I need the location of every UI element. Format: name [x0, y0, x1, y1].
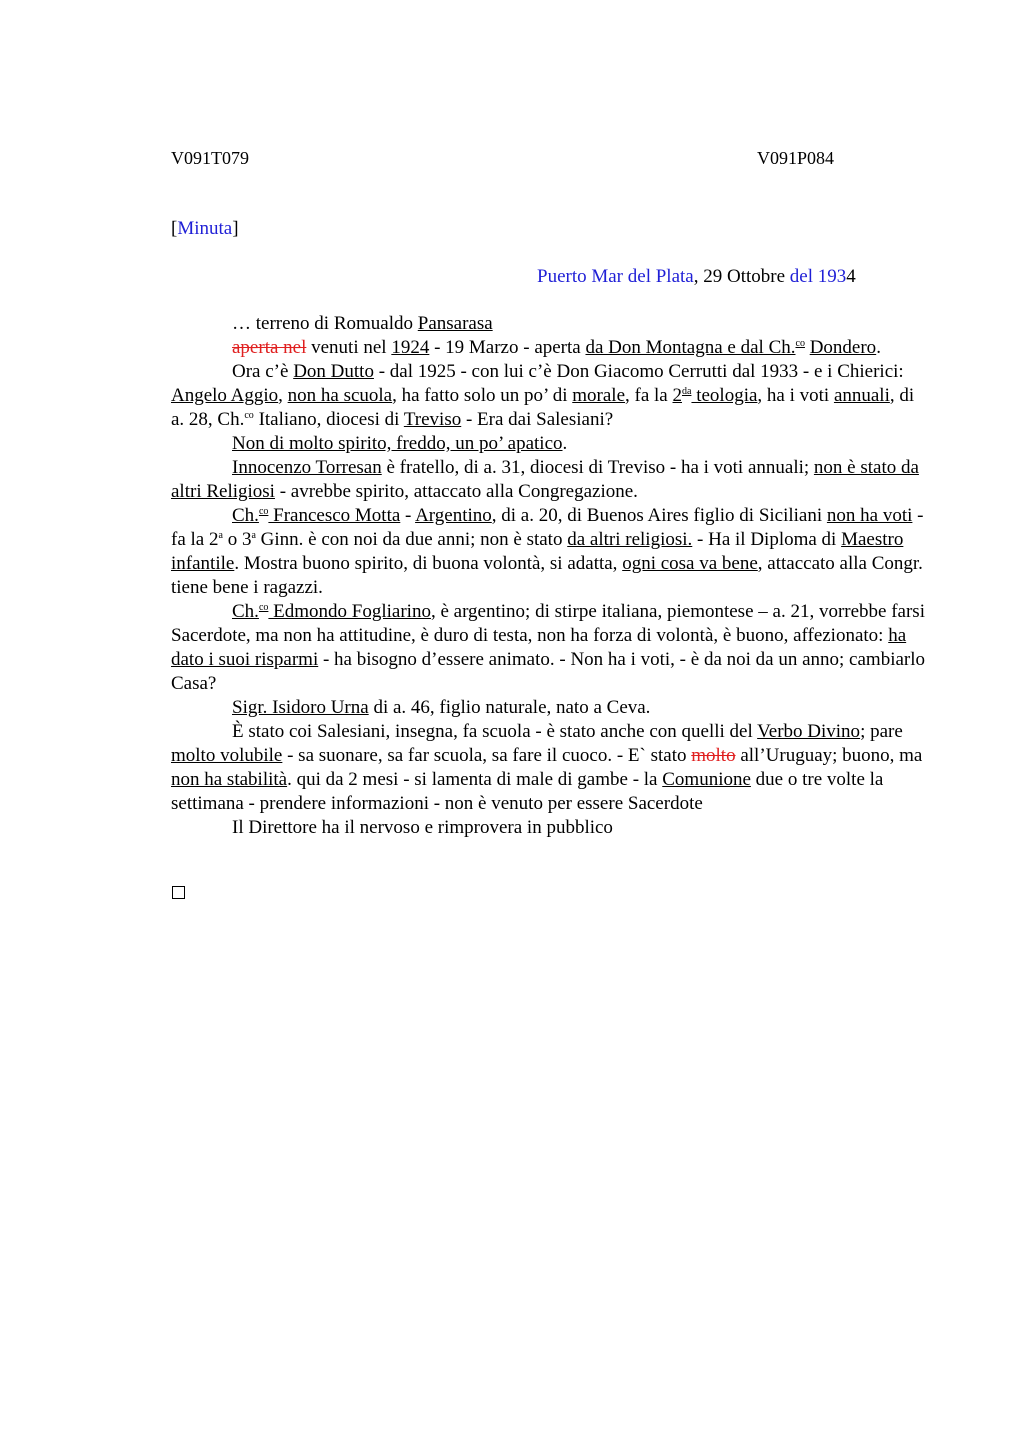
paragraph-4	[171, 432, 927, 456]
superscript: da	[682, 386, 692, 397]
underlined-text: Non di molto spirito, freddo, un po’ apatico	[232, 433, 563, 454]
underlined-text: Maestro infantile	[171, 529, 904, 574]
text: è fratello, di a. 31, diocesi di Treviso - ha i voti annuali;	[381, 457, 814, 478]
superscript: co	[258, 506, 269, 517]
text: - 19 Marzo - aperta	[429, 337, 586, 358]
underlined-text: non ha stabilità	[171, 769, 288, 790]
text: . qui da 2 mesi - si lamenta di male di gambe - la	[287, 769, 663, 790]
text: Italiano, diocesi di	[253, 409, 404, 430]
text: … terreno di Romualdo	[232, 313, 418, 334]
text: Ginn. è con noi da due anni; non è stato	[255, 529, 568, 550]
text: venuti nel	[306, 337, 392, 358]
paragraph-5	[171, 456, 927, 504]
bracket-open: [	[171, 218, 178, 239]
paragraph-10	[171, 816, 927, 840]
paragraph-6	[171, 504, 927, 600]
underlined-text: Comunione	[662, 769, 751, 790]
superscript: a	[218, 530, 223, 541]
text: , di a. 28, Ch.	[171, 385, 915, 430]
struck-text: aperta nel	[232, 337, 307, 358]
underlined-text: non è stato da altri Religiosi	[171, 457, 919, 502]
paragraph-7	[171, 600, 927, 696]
paragraph-1	[171, 312, 927, 336]
underlined-text: Don Dutto	[293, 361, 374, 382]
document-code-left: V091T079	[171, 148, 249, 168]
underlined-text: 1924	[391, 337, 430, 358]
superscript: co	[244, 410, 254, 421]
underlined-text: Francesco Motta	[268, 505, 401, 526]
text: - dal 1925 - con lui c’è Don Giacomo Cerrutti dal 1933 - e i Chierici:	[373, 361, 904, 382]
text: - Era dai Salesiani?	[461, 409, 614, 430]
text: o 3	[222, 529, 252, 550]
document-body	[171, 312, 927, 840]
text: due o tre volte la settimana - prendere informazioni - non è venuto per essere Sacerdote	[171, 769, 884, 814]
document-code-right: V091P084	[757, 148, 835, 168]
dateline-year-blue: 193	[817, 266, 847, 287]
struck-text: molto	[691, 745, 736, 766]
dateline-del: del	[789, 266, 813, 287]
underlined-text: ogni cosa va bene	[622, 553, 758, 574]
underlined-text: Ch.	[232, 601, 259, 622]
minuta-label	[171, 218, 239, 240]
dateline-year-end: 4	[846, 266, 856, 287]
superscript: co	[795, 338, 805, 349]
underlined-text: Argentino	[415, 505, 492, 526]
text: - ha bisogno d’essere animato. - Non ha i voti, - è da noi da un anno; cambiarlo Casa?	[171, 649, 926, 694]
text: , fa la	[625, 385, 673, 406]
text: - sa suonare, sa far scuola, sa fare il cuoco. - E` stato	[282, 745, 692, 766]
text: , ha i voti	[757, 385, 834, 406]
underlined-text: ha dato i suoi risparmi	[171, 625, 907, 670]
paragraph-3	[171, 360, 927, 432]
text: . Mostra buono spirito, di buona volontà, si adatta,	[234, 553, 623, 574]
underlined-text: Dondero	[809, 337, 877, 358]
underlined-text: morale	[572, 385, 626, 406]
underlined-text: da Don Montagna e dal Ch.	[585, 337, 796, 358]
underlined-text: Ch.	[232, 505, 259, 526]
text: Il Direttore ha il nervoso e rimprovera in pubblico	[232, 817, 613, 838]
paragraph-2	[171, 336, 927, 360]
text: .	[876, 337, 881, 358]
dateline-date: , 29 Ottobre	[693, 266, 790, 287]
underlined-text: da altri religiosi.	[567, 529, 693, 550]
text: , di a. 20, di Buenos Aires figlio di Siciliani	[491, 505, 827, 526]
underlined-text: Angelo Aggio	[171, 385, 279, 406]
paragraph-8	[171, 696, 927, 720]
end-marker-box-icon	[172, 886, 185, 899]
underlined-text: non ha scuola	[287, 385, 393, 406]
underlined-text: Verbo Divino	[757, 721, 861, 742]
dateline-place: Puerto Mar del Plata	[537, 266, 694, 287]
text: all’Uruguay; buono, ma	[735, 745, 923, 766]
text: È stato coi Salesiani, insegna, fa scuola - è stato anche con quelli del	[232, 721, 758, 742]
text: , è argentino; di stirpe italiana, piemontese – a. 21, vorrebbe farsi Sacerdote, ma non ha attitudine, è duro di testa, non ha forza di volontà, è buono, affezionato:	[171, 601, 925, 646]
underlined-text: molto volubile	[171, 745, 283, 766]
underlined-text: teologia	[691, 385, 758, 406]
dateline	[537, 266, 856, 288]
underlined-text: annuali	[833, 385, 890, 406]
text: , attaccato alla Congr. tiene bene i ragazzi.	[171, 553, 923, 598]
underlined-text: Treviso	[403, 409, 462, 430]
underlined-text: non ha voti	[826, 505, 913, 526]
minuta-text: Minuta	[177, 218, 233, 239]
text: Ora c’è	[232, 361, 294, 382]
text: -	[400, 505, 416, 526]
text: ; pare	[860, 721, 903, 742]
paragraph-9	[171, 720, 927, 816]
bracket-close: ]	[232, 218, 239, 239]
text: - avrebbe spirito, attaccato alla Congregazione.	[274, 481, 638, 502]
underlined-text: Sigr. Isidoro Urna	[232, 697, 369, 718]
underlined-text: Edmondo Fogliarino	[268, 601, 431, 622]
text: ,	[278, 385, 288, 406]
text: - Ha il Diploma di	[692, 529, 842, 550]
text: .	[562, 433, 568, 454]
underlined-text: 2	[672, 385, 682, 406]
text: di a. 46, figlio naturale, nato a Ceva.	[368, 697, 651, 718]
underlined-text: Innocenzo Torresan	[232, 457, 382, 478]
superscript: a	[251, 530, 256, 541]
underlined-text: Pansarasa	[417, 313, 493, 334]
text: , ha fatto solo un po’ di	[392, 385, 573, 406]
superscript: co	[258, 602, 269, 613]
text: - fa la 2	[171, 505, 924, 550]
